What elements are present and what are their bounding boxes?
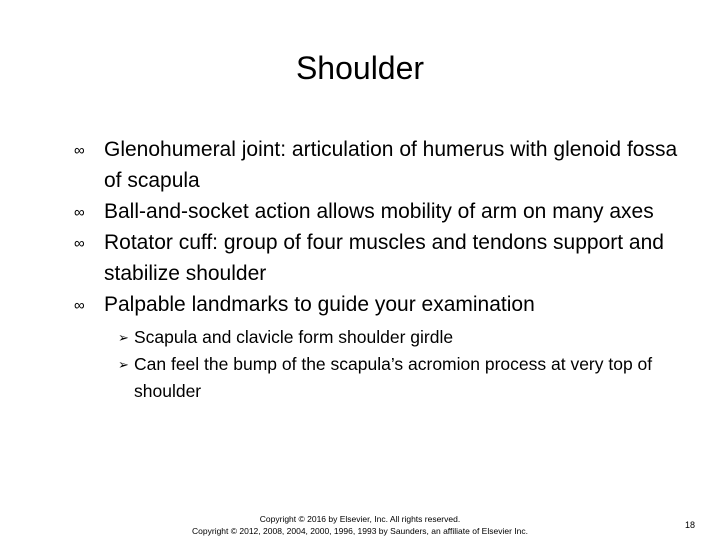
bullet-item xyxy=(72,227,692,289)
sub-bullet-item xyxy=(104,324,692,351)
copyright-line-1: Copyright © 2016 by Elsevier, Inc. All rights reserved. xyxy=(259,514,461,524)
slide-title: Shoulder xyxy=(295,50,425,86)
infinity-bullet-icon: ∞ xyxy=(74,142,85,159)
page-number: 18 xyxy=(685,520,696,530)
copyright-line-2: Copyright © 2012, 2008, 2004, 2000, 1996, 1993 by Saunders, an affiliate of Elsevier Inc. xyxy=(192,526,528,536)
arrow-bullet-icon: ➢ xyxy=(118,330,129,345)
sub-bullet-list xyxy=(104,324,692,405)
sub-bullet-text: Can feel the bump of the scapula’s acromion process at very top of shoulder xyxy=(134,354,653,401)
infinity-bullet-icon: ∞ xyxy=(74,297,85,314)
arrow-bullet-icon: ➢ xyxy=(118,357,129,372)
bullet-text: Ball-and-socket action allows mobility of arm on many axes xyxy=(104,200,654,223)
infinity-bullet-icon: ∞ xyxy=(74,235,85,252)
bullet-text: Glenohumeral joint: articulation of humerus with glenoid fossa of scapula xyxy=(104,138,678,192)
sub-bullet-item xyxy=(104,351,692,405)
bullet-item xyxy=(72,196,692,227)
bullet-text: Palpable landmarks to guide your examination xyxy=(104,293,535,316)
bullet-item xyxy=(72,289,692,405)
footer-copyright xyxy=(120,513,600,537)
bullet-item xyxy=(72,134,692,196)
infinity-bullet-icon: ∞ xyxy=(74,204,85,221)
bullet-text: Rotator cuff: group of four muscles and tendons support and stabilize shoulder xyxy=(104,231,664,285)
bullet-list xyxy=(72,134,692,405)
sub-bullet-text: Scapula and clavicle form shoulder girdle xyxy=(134,327,454,347)
